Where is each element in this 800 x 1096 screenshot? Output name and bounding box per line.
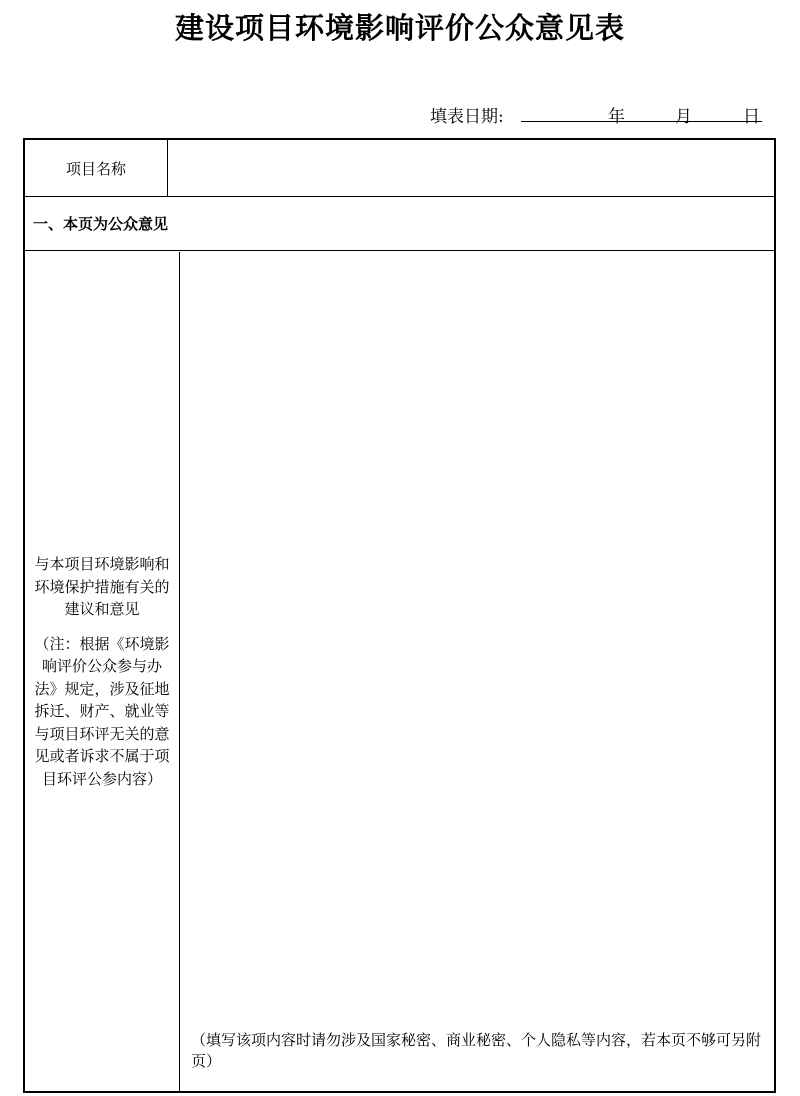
opinion-hint: （填写该项内容时请勿涉及国家秘密、商业秘密、个人隐私等内容，若本页不够可另附页） — [191, 1031, 762, 1070]
opinion-label: 与本项目环境影响和环境保护措施有关的建议和意见 — [34, 555, 170, 618]
project-name-row — [25, 140, 774, 197]
year-unit: 年 — [608, 107, 625, 127]
fill-date-label: 填表日期: — [430, 107, 504, 127]
opinion-input-area[interactable] — [181, 252, 774, 1091]
project-name-label: 项目名称 — [25, 140, 168, 196]
project-name-field[interactable] — [168, 140, 774, 196]
form-title: 建设项目环境影响评价公众意见表 — [174, 11, 625, 45]
opinion-note: （注：根据《环境影响评价公众参与办法》规定，涉及征地拆迁、财产、就业等与项目环评无关的意见或者诉求不属于项目环评公参内容） — [34, 634, 170, 788]
day-unit: 日 — [743, 107, 760, 127]
opinion-form-table — [23, 138, 776, 1093]
opinion-row — [25, 252, 774, 1091]
fill-date-line[interactable] — [521, 121, 762, 122]
section-one-heading: 一、本页为公众意见 — [25, 197, 774, 251]
opinion-label-cell — [25, 252, 180, 1091]
month-unit: 月 — [675, 107, 692, 127]
fill-date-row — [430, 100, 770, 126]
